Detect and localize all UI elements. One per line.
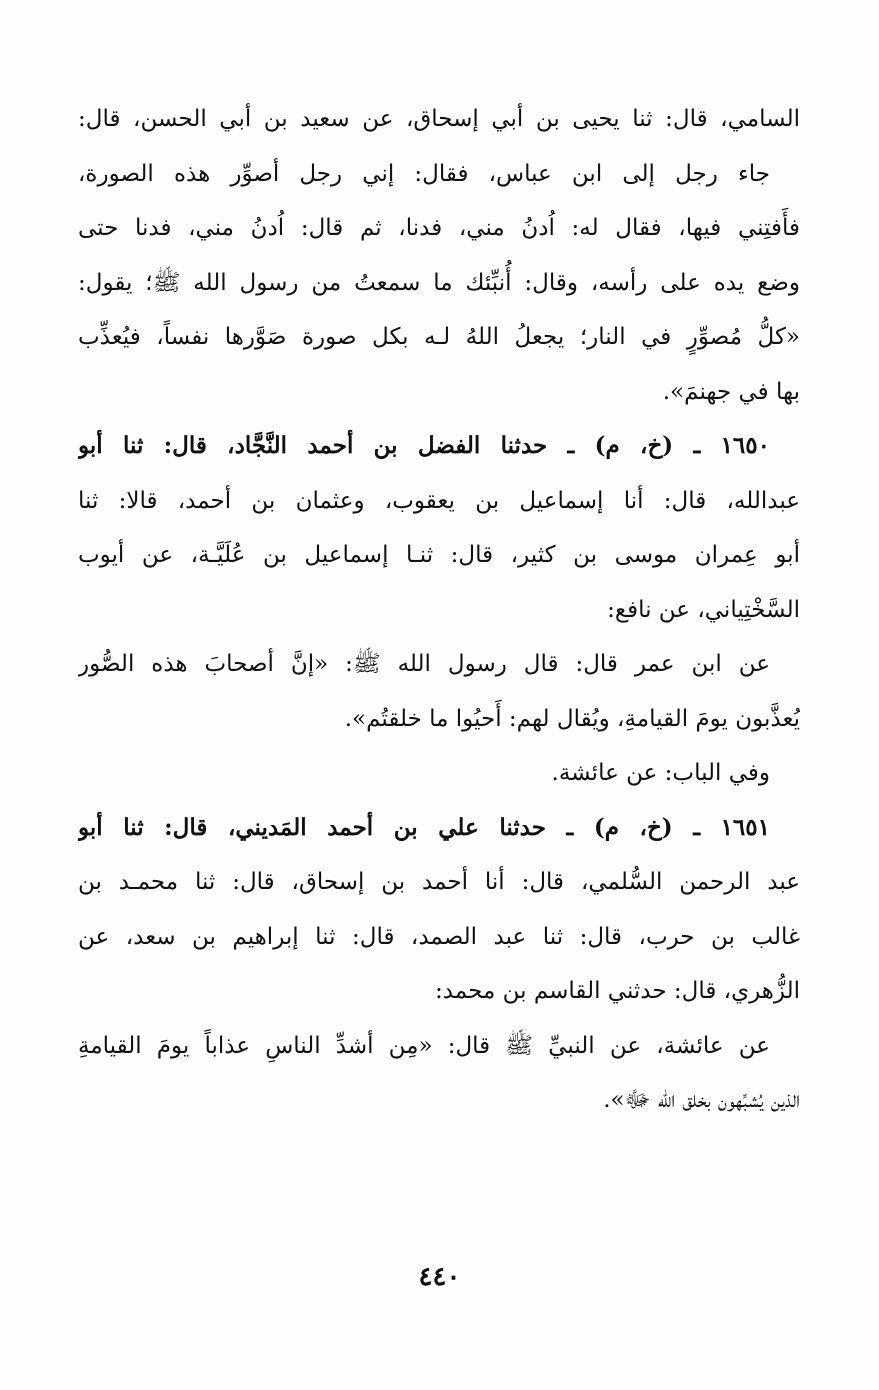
- text-line: فأَفتِني فيها، فقال له: اُدنُ مني، فدنا، ثم قال: اُدنُ مني، فدنا حتى: [78, 215, 800, 241]
- text-line: بها في جهنمَ».: [662, 378, 800, 405]
- text-line: عبد الرحمن السُّلمي، قال: أنا أحمد بن إسحاق، قال: ثنا محمـد بن: [78, 869, 800, 895]
- text-line: الزُّهري، قال: حدثني القاسم بن محمد:: [435, 978, 800, 1004]
- text-line: السامي، قال: ثنا يحيى بن أبي إسحاق، عن سعيد بن أبي الحسن، قال:: [78, 106, 800, 132]
- text-line: عبدالله، قال: أنا إسماعيل بن يعقوب، وعثمان بن أحمد، قالا: ثنا: [78, 487, 800, 514]
- hadith-heading-1651: ١٦٥١ ـ (خ، م) ـ حدثنا علي بن أحمد المَديني، قال: ثنا أبو: [78, 813, 770, 841]
- page-body-text: [78, 92, 800, 1128]
- text-line: وضع يده على رأسه، وقال: أُنبِّئك ما سمعتُ من رسول الله ﷺ؛ يقول:: [78, 269, 800, 296]
- text-line: جاء رجل إلى ابن عباس، فقال: إني رجل أصوِّر هذه الصورة،: [78, 160, 770, 187]
- text-line: غالب بن حرب، قال: ثنا عبد الصمد، قال: ثنا إبراهيم بن سعد، عن: [78, 923, 800, 950]
- text-line: عن ابن عمر قال: قال رسول الله ﷺ: «إنَّ أصحابَ هذه الصُّور: [78, 651, 770, 677]
- text-line: الذين يُشبِّهون بخلق الله ﷻ».: [603, 1087, 800, 1113]
- text-line: عن عائشة، عن النبيِّ ﷺ قال: «مِن أشدِّ الناسِ عذاباً يومَ القيامةِ: [78, 1032, 770, 1059]
- hadith-heading-1650: ١٦٥٠ ـ (خ، م) ـ حدثنا الفضل بن أحمد النَّجَّاد، قال: ثنا أبو: [78, 432, 770, 459]
- text-line: أبو عِمران موسى بن كثير، قال: ثنـا إسماعيل بن عُلَيَّـة، عن أيوب: [78, 542, 800, 568]
- text-line: يُعذَّبون يومَ القيامةِ، ويُقال لهم: أَحيُوا ما خلقتُم».: [344, 705, 800, 732]
- text-line: السَّخْتِياني، عن نافع:: [607, 596, 800, 623]
- text-line: «كلُّ مُصوِّرٍ في النار؛ يجعلُ اللهُ لـه بكل صورة صَوَّرها نفساً، فيُعذِّب: [78, 324, 800, 350]
- page-number: ٤٤٠: [418, 1262, 461, 1292]
- text-line: وفي الباب: عن عائشة.: [551, 760, 770, 786]
